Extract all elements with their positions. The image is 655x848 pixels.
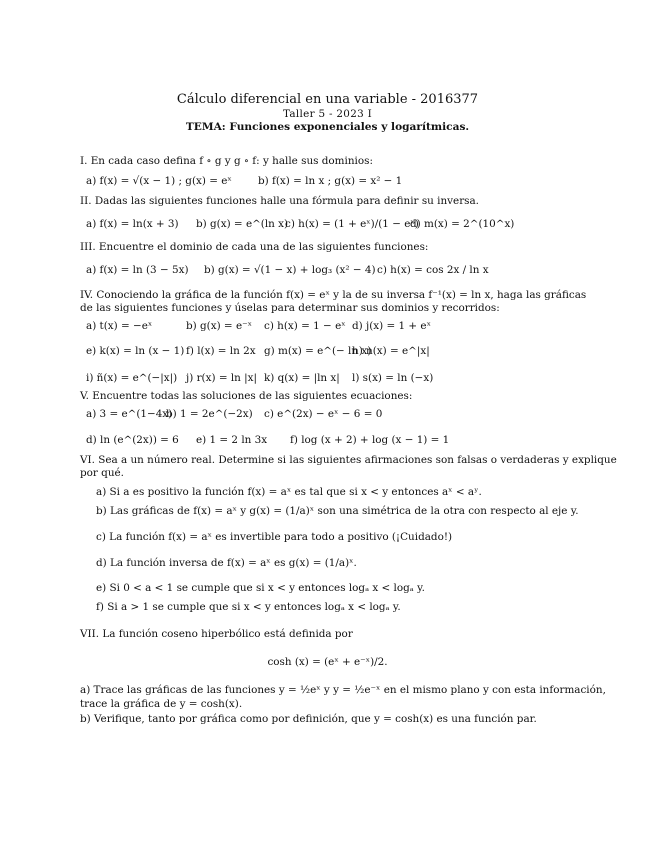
s3-item-b: b) g(x) = √(1 − x) + log₃ (x² − 4) [204,264,376,276]
page-subtitle: Taller 5 - 2023 I [282,108,373,120]
s4-item-i: i) ñ(x) = e^(−|x|) [86,372,178,384]
section-4-heading-line2: de las siguientes funciones y úselas para determinar sus dominios y recorridos: [80,302,500,314]
section-1-heading: I. En cada caso defina f ∘ g y g ∘ f: y halle sus dominios: [80,155,373,167]
s4-item-g: g) m(x) = e^(− ln x) [264,345,372,357]
section-2-heading: II. Dadas las siguientes funciones halle una fórmula para definir su inversa. [80,195,479,207]
s2-item-a: a) f(x) = ln(x + 3) [86,218,179,230]
s7-item-a-line2: trace la gráfica de y = cosh(x). [80,698,243,710]
s5-item-d: d) ln (e^(2x)) = 6 [86,434,179,446]
s4-item-e: e) k(x) = ln (x − 1) [86,345,185,357]
s5-item-e: e) 1 = 2 ln 3x [196,434,268,446]
s7-item-b: b) Verifique, tanto por gráfica como por definición, que y = cosh(x) es una función par. [80,713,537,725]
page-topic: TEMA: Funciones exponenciales y logarítmicas. [185,121,470,133]
s4-item-b: b) g(x) = e⁻ˣ [186,320,252,332]
s5-item-f: f) log (x + 2) + log (x − 1) = 1 [290,434,450,446]
section-5-heading: V. Encuentre todas las soluciones de las siguientes ecuaciones: [80,390,413,402]
section-7-heading: VII. La función coseno hiperbólico está definida por [80,628,353,640]
s6-item-f: f) Si a > 1 se cumple que si x < y entonces logₐ x < logₐ y. [96,601,401,613]
s6-item-a: a) Si a es positivo la función f(x) = aˣ es tal que si x < y entonces aˣ < aʸ. [96,486,482,498]
s6-item-c: c) La función f(x) = aˣ es invertible para todo a positivo (¡Cuidado!) [96,531,453,543]
section-4-heading-line1: IV. Conociendo la gráfica de la función f(x) = eˣ y la de su inversa f⁻¹(x) = ln x, haga las gráficas [80,289,587,301]
s5-item-c: c) e^(2x) − eˣ − 6 = 0 [264,408,383,420]
section-6-heading-line2: por qué. [80,467,124,479]
page-title: Cálculo diferencial en una variable - 2016377 [176,92,479,107]
section-3-heading: III. Encuentre el dominio de cada una de las siguientes funciones: [80,241,429,253]
s3-item-a: a) f(x) = ln (3 − 5x) [86,264,189,276]
s6-item-d: d) La función inversa de f(x) = aˣ es g(x) = (1/a)ˣ. [96,557,357,569]
s4-item-a: a) t(x) = −eˣ [86,320,153,332]
s4-item-f: f) l(x) = ln 2x [186,345,256,357]
s3-item-c: c) h(x) = cos 2x / ln x [377,264,489,276]
s4-item-d: d) j(x) = 1 + eˣ [352,320,431,332]
s5-item-b: b) 1 = 2e^(−2x) [166,408,253,420]
cosh-formula: cosh (x) = (eˣ + e⁻ˣ)/2. [267,656,388,668]
s7-item-a-line1: a) Trace las gráficas de las funciones y = ½eˣ y y = ½e⁻ˣ en el mismo plano y con esta información, [80,684,606,696]
s4-item-j: j) r(x) = ln |x| [186,372,258,384]
s2-item-b: b) g(x) = e^(ln x) [196,218,289,230]
s2-item-d: d) m(x) = 2^(10^x) [410,218,515,230]
s4-item-k: k) q(x) = |ln x| [264,372,340,384]
s6-item-e: e) Si 0 < a < 1 se cumple que si x < y entonces logₐ x < logₐ y. [96,582,425,594]
s4-item-l: l) s(x) = ln (−x) [352,372,434,384]
s5-item-a: a) 3 = e^(1−4x) [86,408,173,420]
s6-item-b: b) Las gráficas de f(x) = aˣ y g(x) = (1/a)ˣ son una simétrica de la otra con respecto al eje y. [96,505,579,517]
s4-item-h: h) n(x) = e^|x| [352,345,430,357]
s1-item-a: a) f(x) = √(x − 1) ; g(x) = eˣ [86,175,232,187]
s2-item-c: c) h(x) = (1 + eˣ)/(1 − eˣ) [285,218,419,230]
s1-item-b: b) f(x) = ln x ; g(x) = x² − 1 [258,175,403,187]
s4-item-c: c) h(x) = 1 − eˣ [264,320,346,332]
section-6-heading-line1: VI. Sea a un número real. Determine si las siguientes afirmaciones son falsas o verdaderas y explique [80,454,617,466]
